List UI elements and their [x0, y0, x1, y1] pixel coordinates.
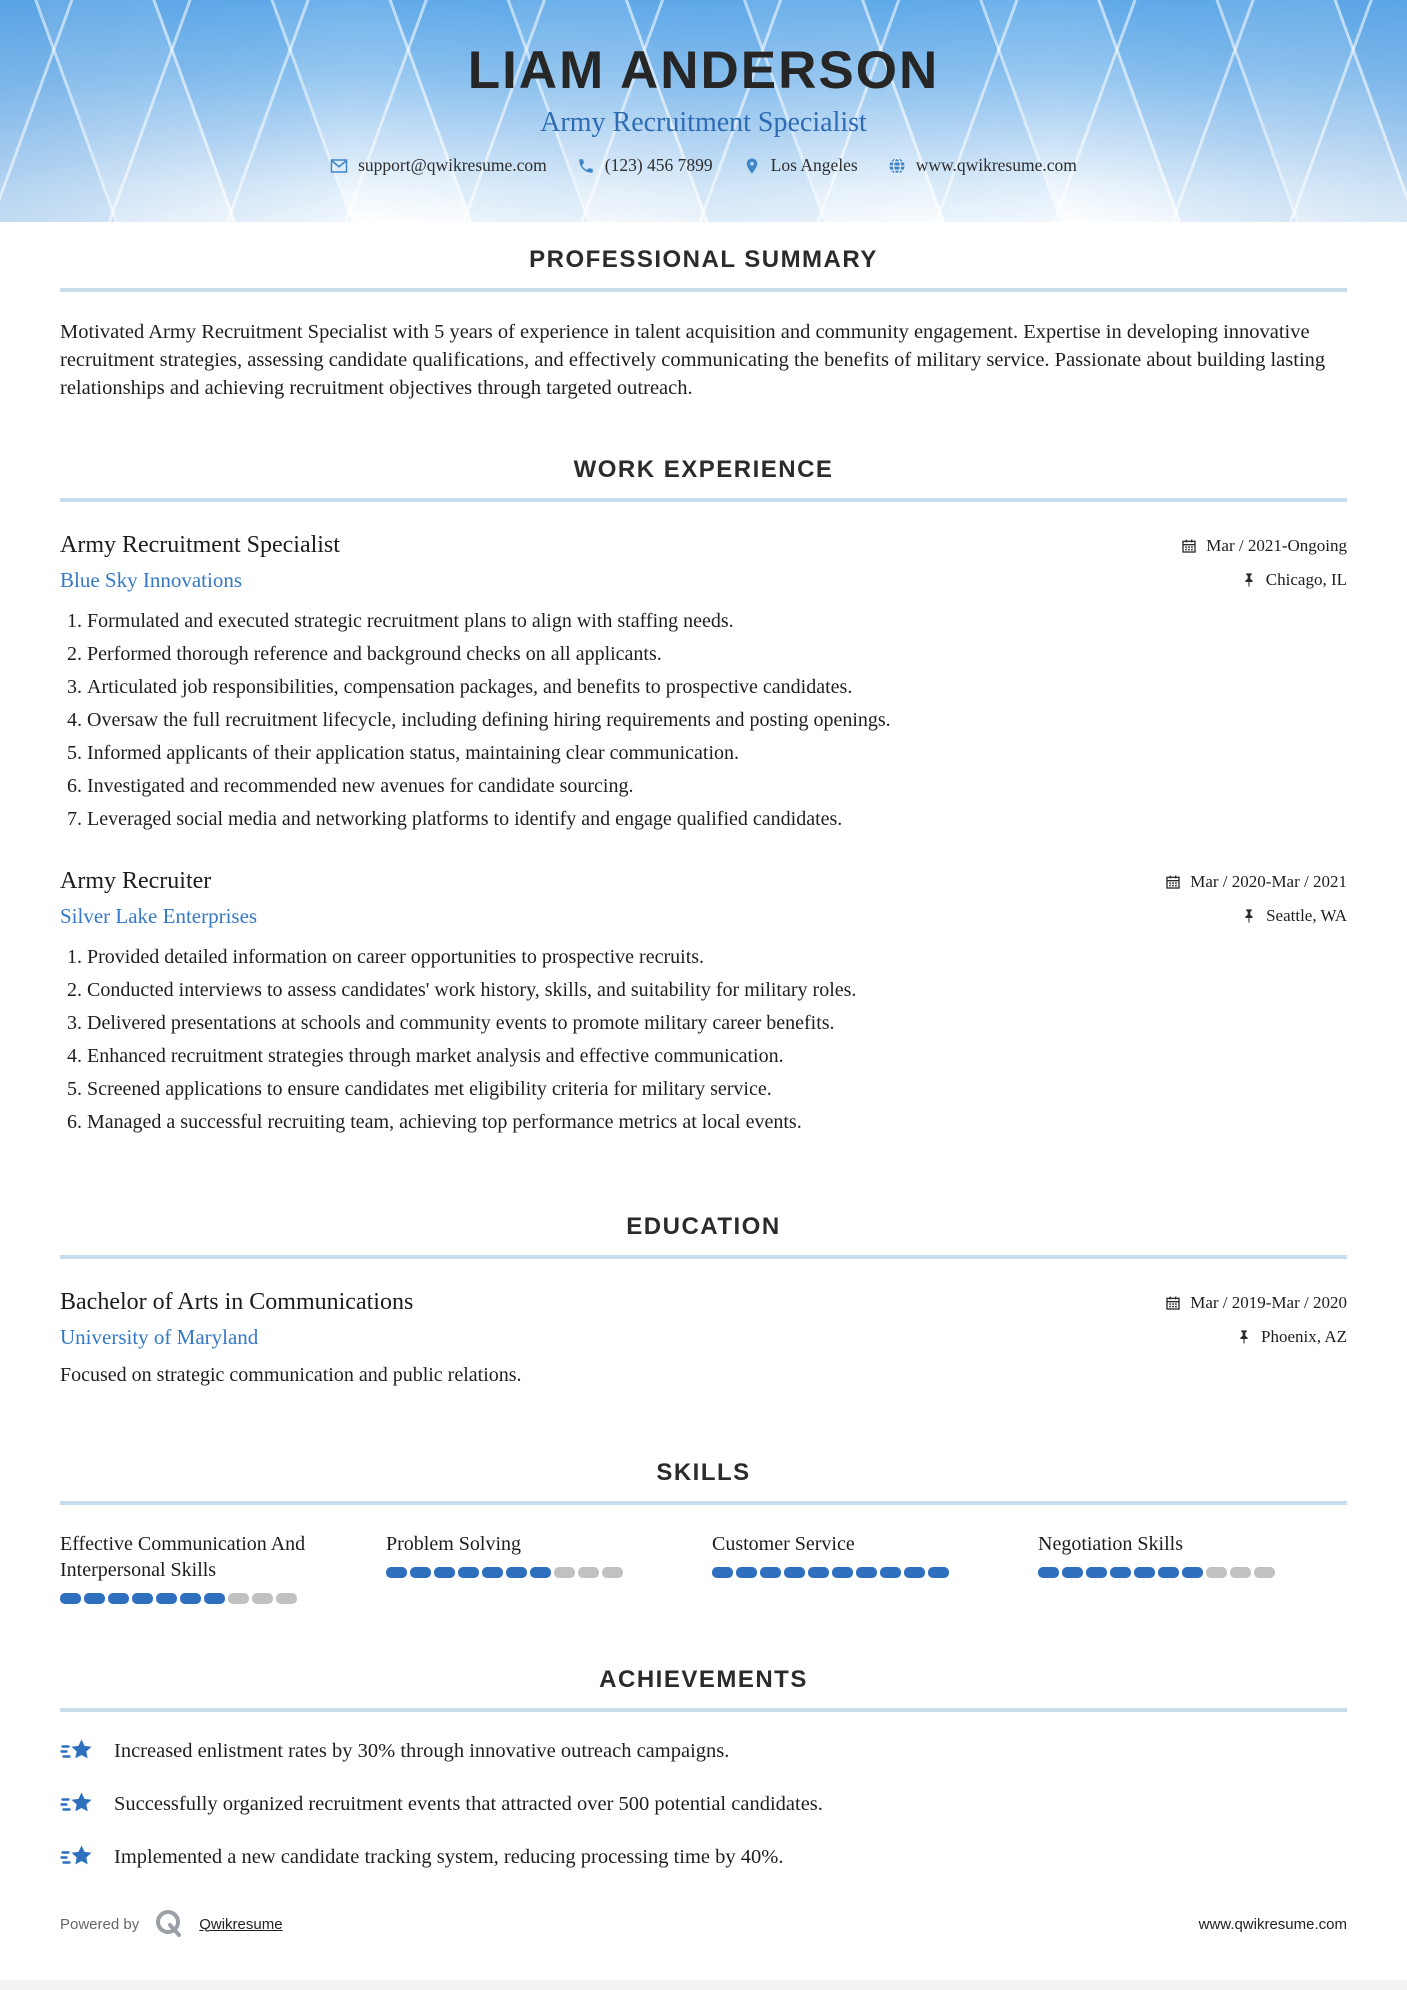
- job-entry: [60, 532, 1347, 832]
- skill-segment-filled: [156, 1593, 177, 1604]
- achievement-list: [60, 1738, 1347, 1871]
- skill-item: [712, 1531, 1038, 1604]
- calendar-icon: [1181, 538, 1197, 554]
- education-heading: EDUCATION: [626, 1213, 781, 1240]
- job-title-text: Army Recruitment Specialist: [60, 532, 340, 558]
- job-title-text: Army Recruiter: [60, 868, 212, 894]
- job-bullets: [60, 609, 1347, 832]
- skill-segment-filled: [904, 1567, 925, 1578]
- education-dates: Mar / 2019-Mar / 2020: [1190, 1293, 1347, 1312]
- job-bullet: 7. Leveraged social media and networking platforms to identify and engage qualified candidates.: [87, 807, 1347, 832]
- footer: [60, 1906, 1347, 1942]
- skill-segment-filled: [180, 1593, 201, 1604]
- skill-segment-empty: [1230, 1567, 1251, 1578]
- skills-heading: SKILLS: [656, 1459, 751, 1486]
- achievement-text: Successfully organized recruitment events that attracted over 500 potential candidates.: [114, 1793, 823, 1815]
- shooting-star-icon: [60, 1844, 94, 1871]
- job-list: [60, 532, 1347, 1135]
- education-description: Focused on strategic communication and public relations.: [60, 1364, 522, 1386]
- contact-phone: [577, 155, 713, 176]
- phone-icon: [577, 157, 595, 175]
- education-location-line: [1165, 1327, 1347, 1347]
- job-bullet: 1. Formulated and executed strategic recruitment plans to align with staffing needs.: [87, 609, 1347, 634]
- job-bullet: 3. Articulated job responsibilities, compensation packages, and benefits to prospective candidates.: [87, 675, 1347, 700]
- skill-segment-filled: [736, 1567, 757, 1578]
- job-bullet: 3. Delivered presentations at schools and community events to promote military career benefits.: [87, 1011, 1347, 1036]
- page-edge: [0, 1980, 1407, 1990]
- website-text[interactable]: www.qwikresume.com: [915, 155, 1077, 175]
- header: [0, 0, 1407, 222]
- skill-segment-empty: [602, 1567, 623, 1578]
- skill-segment-filled: [84, 1593, 105, 1604]
- section-divider: [60, 1708, 1347, 1712]
- job-bullet: 2. Conducted interviews to assess candidates' work history, skills, and suitability for military roles.: [87, 978, 1347, 1003]
- education-entry: [60, 1289, 1347, 1387]
- job-dates: Mar / 2021-Ongoing: [1206, 536, 1347, 555]
- skill-segment-filled: [808, 1567, 829, 1578]
- job-location-line: [1165, 906, 1347, 926]
- company-link[interactable]: Blue Sky Innovations: [60, 568, 242, 592]
- candidate-job-title: Army Recruitment Specialist: [540, 107, 867, 138]
- job-location-line: [1181, 570, 1347, 590]
- job-bullet: 6. Managed a successful recruiting team, achieving top performance metrics at local events.: [87, 1110, 1347, 1135]
- shooting-star-icon: [60, 1791, 94, 1818]
- job-bullet: 1. Provided detailed information on career opportunities to prospective recruits.: [87, 945, 1347, 970]
- achievement-text: Implemented a new candidate tracking system, reducing processing time by 40%.: [114, 1846, 784, 1868]
- skill-segment-filled: [530, 1567, 551, 1578]
- skill-segment-filled: [832, 1567, 853, 1578]
- achievements-section: [60, 1666, 1347, 1871]
- skill-segment-empty: [554, 1567, 575, 1578]
- skill-segment-filled: [856, 1567, 877, 1578]
- achievement-item: [60, 1791, 1347, 1818]
- skill-item: [386, 1531, 712, 1604]
- skill-segment-filled: [60, 1593, 81, 1604]
- skill-level-bar: [60, 1593, 386, 1604]
- skill-item: [1038, 1531, 1347, 1604]
- skill-item: [60, 1531, 386, 1604]
- skill-segment-filled: [1038, 1567, 1059, 1578]
- job-bullet: 5. Informed applicants of their application status, maintaining clear communication.: [87, 741, 1347, 766]
- skill-segment-empty: [1254, 1567, 1275, 1578]
- skill-segment-filled: [482, 1567, 503, 1578]
- pushpin-icon: [1236, 1329, 1252, 1345]
- skill-name: Negotiation Skills: [1038, 1533, 1183, 1555]
- job-dates: Mar / 2020-Mar / 2021: [1190, 872, 1347, 891]
- skill-segment-filled: [880, 1567, 901, 1578]
- calendar-icon: [1165, 1295, 1181, 1311]
- skill-segment-filled: [928, 1567, 949, 1578]
- skill-segment-empty: [228, 1593, 249, 1604]
- job-location: Seattle, WA: [1266, 906, 1347, 925]
- skill-segment-empty: [1206, 1567, 1227, 1578]
- achievement-item: [60, 1844, 1347, 1871]
- skill-name: Customer Service: [712, 1533, 855, 1555]
- skill-segment-filled: [506, 1567, 527, 1578]
- school-link[interactable]: University of Maryland: [60, 1325, 259, 1349]
- globe-icon: [888, 157, 906, 175]
- company-link[interactable]: Silver Lake Enterprises: [60, 904, 258, 928]
- education-section: [60, 1213, 1347, 1387]
- skill-segment-filled: [712, 1567, 733, 1578]
- skill-segment-empty: [276, 1593, 297, 1604]
- job-dates-line: [1181, 536, 1347, 556]
- job-bullet: 4. Enhanced recruitment strategies through market analysis and effective communication.: [87, 1044, 1347, 1069]
- education-location: Phoenix, AZ: [1261, 1327, 1347, 1346]
- qwikresume-link[interactable]: Qwikresume: [199, 1915, 283, 1933]
- skill-segment-filled: [1158, 1567, 1179, 1578]
- job-bullet: 4. Oversaw the full recruitment lifecycle, including defining hiring requirements and posting openings.: [87, 708, 1347, 733]
- job-dates-line: [1165, 872, 1347, 892]
- degree-title: Bachelor of Arts in Communications: [60, 1289, 414, 1315]
- contact-website: [888, 155, 1077, 176]
- achievement-item: [60, 1738, 1347, 1765]
- section-divider: [60, 288, 1347, 292]
- skill-level-bar: [712, 1567, 1038, 1578]
- email-icon: [330, 157, 348, 175]
- skill-segment-filled: [1134, 1567, 1155, 1578]
- job-bullet: 2. Performed thorough reference and background checks on all applicants.: [87, 642, 1347, 667]
- skill-segment-filled: [1110, 1567, 1131, 1578]
- summary-section: [60, 246, 1347, 402]
- candidate-name: LIAM ANDERSON: [467, 41, 940, 100]
- section-divider: [60, 498, 1347, 502]
- skill-segment-filled: [458, 1567, 479, 1578]
- section-divider: [60, 1501, 1347, 1505]
- job-bullets: [60, 945, 1347, 1135]
- skill-name: Effective Communication And Interpersonal Skills: [60, 1533, 306, 1581]
- skill-segment-filled: [760, 1567, 781, 1578]
- footer-website: www.qwikresume.com: [1198, 1915, 1347, 1933]
- phone-text: (123) 456 7899: [604, 155, 713, 175]
- summary-text: Motivated Army Recruitment Specialist with 5 years of experience in talent acquisition and community engagement. Expertise in developing innovative recruitment strategies, assessing candidate qualifications, and effectively communicating the benefits of military service. Passionate about building lasting relationships and achieving recruitment objectives through targeted outreach.: [60, 321, 1326, 399]
- email-text[interactable]: support@qwikresume.com: [358, 155, 547, 175]
- skill-segment-filled: [1182, 1567, 1203, 1578]
- skill-segment-filled: [386, 1567, 407, 1578]
- contact-location: [743, 155, 858, 176]
- experience-section: [60, 456, 1347, 1135]
- calendar-icon: [1165, 874, 1181, 890]
- skill-segment-filled: [132, 1593, 153, 1604]
- skill-segment-filled: [108, 1593, 129, 1604]
- skill-level-bar: [1038, 1567, 1347, 1578]
- education-dates-line: [1165, 1293, 1347, 1313]
- job-bullet: 5. Screened applications to ensure candidates met eligibility criteria for military service.: [87, 1077, 1347, 1102]
- achievements-heading: ACHIEVEMENTS: [599, 1666, 808, 1693]
- job-location: Chicago, IL: [1265, 570, 1347, 589]
- skill-segment-empty: [252, 1593, 273, 1604]
- job-entry: [60, 868, 1347, 1135]
- skill-name: Problem Solving: [386, 1533, 522, 1555]
- skill-segment-filled: [204, 1593, 225, 1604]
- skill-segment-filled: [784, 1567, 805, 1578]
- resume-body: [0, 246, 1407, 1871]
- shooting-star-icon: [60, 1738, 94, 1765]
- location-text: Los Angeles: [770, 155, 858, 175]
- pushpin-icon: [1241, 572, 1257, 588]
- achievement-text: Increased enlistment rates by 30% through innovative outreach campaigns.: [114, 1740, 730, 1762]
- location-pin-icon: [743, 157, 761, 175]
- contact-bar: [0, 155, 1407, 176]
- skill-level-bar: [386, 1567, 712, 1578]
- skills-section: [60, 1459, 1347, 1604]
- skills-grid: [60, 1531, 1347, 1604]
- summary-heading: PROFESSIONAL SUMMARY: [529, 246, 878, 273]
- qwikresume-logo: [151, 1906, 187, 1942]
- skill-segment-filled: [1062, 1567, 1083, 1578]
- skill-segment-filled: [434, 1567, 455, 1578]
- section-divider: [60, 1255, 1347, 1259]
- skill-segment-empty: [578, 1567, 599, 1578]
- experience-heading: WORK EXPERIENCE: [573, 456, 834, 483]
- skill-segment-filled: [1086, 1567, 1107, 1578]
- pushpin-icon: [1241, 908, 1257, 924]
- skill-segment-filled: [410, 1567, 431, 1578]
- contact-email: [330, 155, 547, 176]
- powered-by-label: Powered by: [60, 1915, 140, 1933]
- job-bullet: 6. Investigated and recommended new avenues for candidate sourcing.: [87, 774, 1347, 799]
